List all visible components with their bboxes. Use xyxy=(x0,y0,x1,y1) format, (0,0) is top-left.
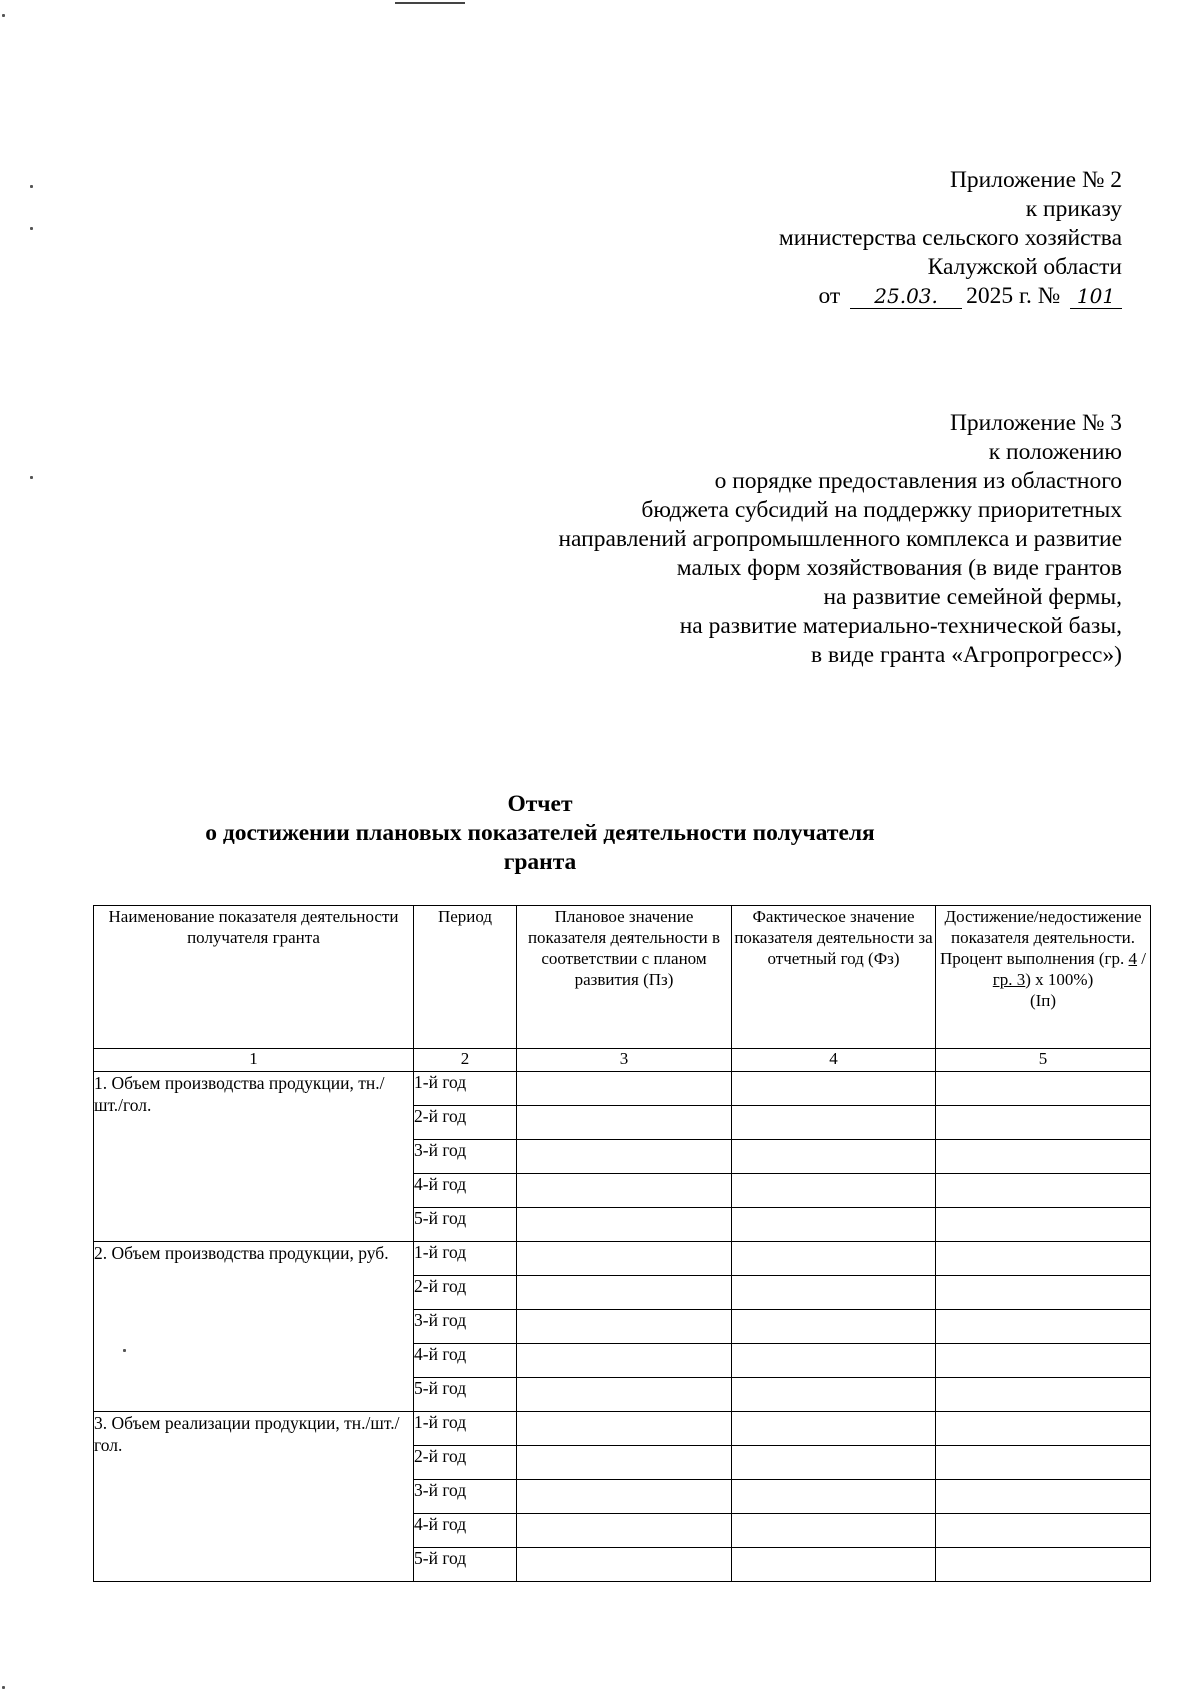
achievement-cell[interactable] xyxy=(936,1242,1151,1276)
actual-value-cell[interactable] xyxy=(732,1072,936,1106)
achievement-cell[interactable] xyxy=(936,1480,1151,1514)
actual-value-cell[interactable] xyxy=(732,1242,936,1276)
period-cell: 5-й год xyxy=(414,1208,517,1242)
actual-value-cell[interactable] xyxy=(732,1106,936,1140)
header-formula-open: (гр. xyxy=(1098,949,1125,968)
achievement-cell[interactable] xyxy=(936,1378,1151,1412)
header-formula-close: ) х 100%) xyxy=(1025,970,1094,989)
period-cell: 3-й год xyxy=(414,1310,517,1344)
indicator-cell: 3. Объем реализации продукции, тн./шт./гол. xyxy=(94,1412,414,1582)
achievement-cell[interactable] xyxy=(936,1310,1151,1344)
actual-value-cell[interactable] xyxy=(732,1174,936,1208)
actual-value-cell[interactable] xyxy=(732,1310,936,1344)
achievement-cell[interactable] xyxy=(936,1140,1151,1174)
period-cell: 2-й год xyxy=(414,1276,517,1310)
header-period: Период xyxy=(414,906,517,1049)
indicator-cell: 1. Объем производства продукции, тн./шт./гол. xyxy=(94,1072,414,1242)
handwritten-date: 25.03. xyxy=(850,284,962,309)
planned-value-cell[interactable] xyxy=(517,1480,732,1514)
header-actual-value: Фактическое значение показателя деятельности за отчетный год (Фз) xyxy=(732,906,936,1049)
planned-value-cell[interactable] xyxy=(517,1140,732,1174)
planned-value-cell[interactable] xyxy=(517,1412,732,1446)
header-formula-gr3: гр. 3 xyxy=(992,970,1026,989)
period-cell: 3-й год xyxy=(414,1480,517,1514)
report-title xyxy=(200,790,880,877)
appendix-3-line: малых форм хозяйствования (в виде грантов xyxy=(676,555,1122,581)
achievement-cell[interactable] xyxy=(936,1548,1151,1582)
indicator-cell: 2. Объем производства продукции, руб. xyxy=(94,1242,414,1412)
report-title-line: гранта xyxy=(503,849,577,875)
actual-value-cell[interactable] xyxy=(732,1548,936,1582)
table-header-row xyxy=(94,906,1151,1049)
header-formula-gr4: 4 xyxy=(1128,949,1138,968)
planned-value-cell[interactable] xyxy=(517,1208,732,1242)
period-cell: 2-й год xyxy=(414,1106,517,1140)
period-cell: 2-й год xyxy=(414,1446,517,1480)
period-cell: 1-й год xyxy=(414,1242,517,1276)
scan-speck xyxy=(30,185,33,188)
scan-speck xyxy=(30,476,33,479)
planned-value-cell[interactable] xyxy=(517,1106,732,1140)
planned-value-cell[interactable] xyxy=(517,1276,732,1310)
actual-value-cell[interactable] xyxy=(732,1412,936,1446)
appendix-3-line: на развитие материально-технической базы, xyxy=(679,613,1122,639)
planned-value-cell[interactable] xyxy=(517,1310,732,1344)
period-cell: 4-й год xyxy=(414,1174,517,1208)
actual-value-cell[interactable] xyxy=(732,1276,936,1310)
achievement-cell[interactable] xyxy=(936,1446,1151,1480)
actual-value-cell[interactable] xyxy=(732,1446,936,1480)
achievement-cell[interactable] xyxy=(936,1514,1151,1548)
header-planned-value: Плановое значение показателя деятельности в соответствии с планом развития (Пз) xyxy=(517,906,732,1049)
column-number: 2 xyxy=(414,1049,517,1072)
planned-value-cell[interactable] xyxy=(517,1514,732,1548)
period-cell: 1-й год xyxy=(414,1072,517,1106)
column-number-row xyxy=(94,1049,1151,1072)
appendix-3-line: направлений агропромышленного комплекса и развитие xyxy=(558,526,1122,552)
period-cell: 4-й год xyxy=(414,1344,517,1378)
header-indicator-name: Наименование показателя деятельности получателя гранта xyxy=(94,906,414,1049)
column-number: 3 xyxy=(517,1049,732,1072)
date-prefix: от xyxy=(818,283,841,309)
header-achievement-suffix: (Iп) xyxy=(1029,991,1057,1010)
report-title-line: Отчет xyxy=(507,791,573,817)
header-achievement xyxy=(936,906,1151,1049)
table-row xyxy=(94,1242,1151,1276)
period-cell: 3-й год xyxy=(414,1140,517,1174)
planned-value-cell[interactable] xyxy=(517,1548,732,1582)
appendix-2-line: министерства сельского хозяйства xyxy=(778,225,1122,251)
scan-speck xyxy=(2,14,5,17)
handwritten-order-number: 101 xyxy=(1070,284,1122,309)
scan-artifact-line xyxy=(395,2,465,4)
appendix-2-header xyxy=(779,166,1122,311)
achievement-cell[interactable] xyxy=(936,1072,1151,1106)
scan-speck xyxy=(2,1686,5,1689)
appendix-3-title: Приложение № 3 xyxy=(949,410,1122,436)
actual-value-cell[interactable] xyxy=(732,1344,936,1378)
achievement-cell[interactable] xyxy=(936,1174,1151,1208)
period-cell: 5-й год xyxy=(414,1548,517,1582)
table-row xyxy=(94,1412,1151,1446)
report-title-line: о достижении плановых показателей деятельности получателя xyxy=(205,820,875,846)
planned-value-cell[interactable] xyxy=(517,1344,732,1378)
appendix-2-line: к приказу xyxy=(1025,196,1122,222)
period-cell: 5-й год xyxy=(414,1378,517,1412)
appendix-3-header xyxy=(558,409,1122,670)
achievement-cell[interactable] xyxy=(936,1276,1151,1310)
header-formula-sep: / xyxy=(1141,949,1147,968)
appendix-3-line: в виде гранта «Агропрогресс») xyxy=(811,642,1122,668)
planned-value-cell[interactable] xyxy=(517,1378,732,1412)
achievement-cell[interactable] xyxy=(936,1412,1151,1446)
actual-value-cell[interactable] xyxy=(732,1208,936,1242)
column-number: 4 xyxy=(732,1049,936,1072)
column-number: 5 xyxy=(936,1049,1151,1072)
planned-value-cell[interactable] xyxy=(517,1446,732,1480)
achievement-cell[interactable] xyxy=(936,1208,1151,1242)
column-number: 1 xyxy=(94,1049,414,1072)
appendix-3-line: о порядке предоставления из областного xyxy=(714,468,1122,494)
appendix-3-line: на развитие семейной фермы, xyxy=(823,584,1122,610)
period-cell: 1-й год xyxy=(414,1412,517,1446)
order-date-line xyxy=(779,282,1122,311)
planned-value-cell[interactable] xyxy=(517,1174,732,1208)
appendix-3-line: бюджета субсидий на поддержку приоритетных xyxy=(641,497,1122,523)
actual-value-cell[interactable] xyxy=(732,1514,936,1548)
planned-value-cell[interactable] xyxy=(517,1072,732,1106)
achievement-cell[interactable] xyxy=(936,1106,1151,1140)
actual-value-cell[interactable] xyxy=(732,1480,936,1514)
header-achievement-text: Достижение/недостижение показателя деятельности. Процент выполнения xyxy=(939,907,1142,968)
period-cell: 4-й год xyxy=(414,1514,517,1548)
achievement-cell[interactable] xyxy=(936,1344,1151,1378)
appendix-3-line: к положению xyxy=(988,439,1122,465)
table-row xyxy=(94,1072,1151,1106)
report-table xyxy=(93,905,1151,1582)
actual-value-cell[interactable] xyxy=(732,1378,936,1412)
scan-speck xyxy=(30,227,33,230)
appendix-2-title: Приложение № 2 xyxy=(949,167,1122,193)
planned-value-cell[interactable] xyxy=(517,1242,732,1276)
actual-value-cell[interactable] xyxy=(732,1140,936,1174)
appendix-2-line: Калужской области xyxy=(927,254,1122,280)
year-text: 2025 г. № xyxy=(966,283,1061,309)
